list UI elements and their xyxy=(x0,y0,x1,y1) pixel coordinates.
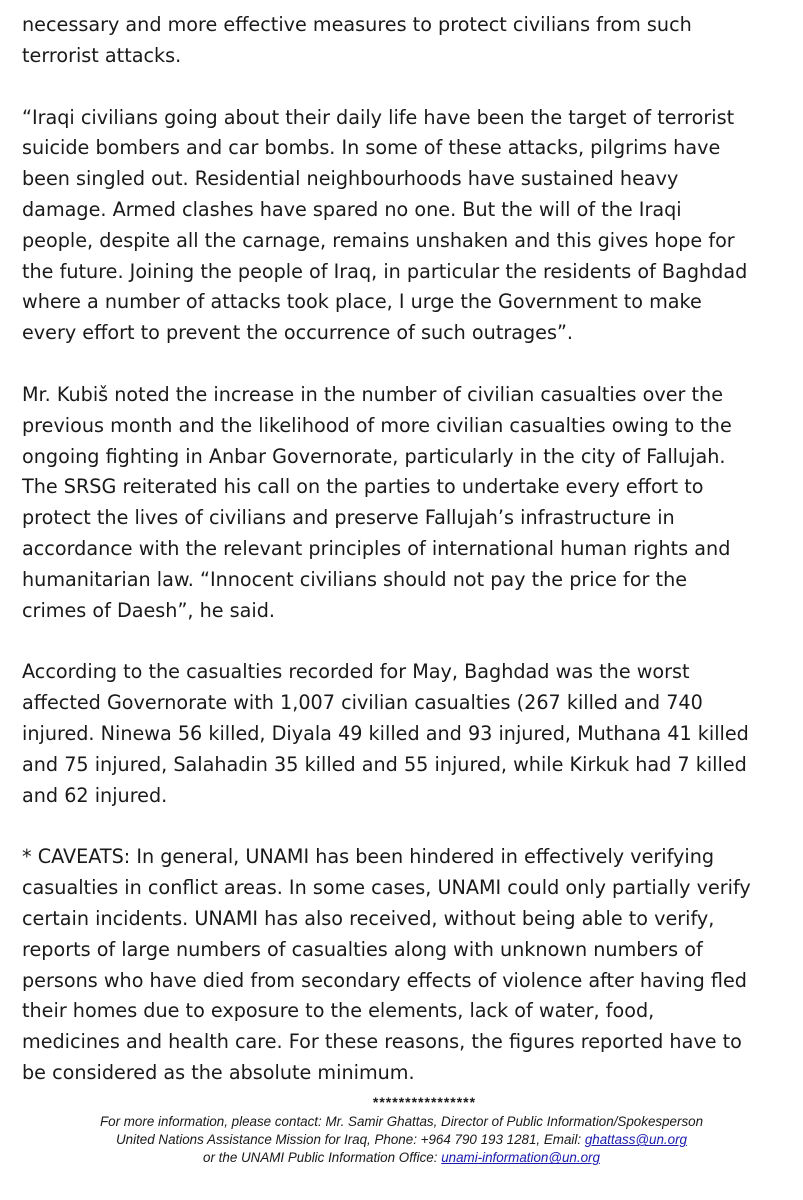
contact-footer xyxy=(0,1093,803,1168)
text-line: where a number of attacks took place, I urge the Government to make xyxy=(22,290,702,314)
text-line: The SRSG reiterated his call on the parties to undertake every effort to xyxy=(22,475,704,499)
text-line: Mr. Kubiš noted the increase in the number of civilian casualties over the xyxy=(22,382,724,406)
paragraph-kubis xyxy=(22,380,792,626)
text-line: crimes of Daesh”, he said. xyxy=(22,598,276,622)
text-line: and 75 injured, Salahadin 35 killed and 55 injured, while Kirkuk had 7 killed xyxy=(22,752,747,776)
text-line: and 62 injured. xyxy=(22,783,168,807)
paragraph-casualty-figures xyxy=(22,657,792,811)
document-body xyxy=(22,10,792,1120)
paragraph-intro-continuation xyxy=(22,10,792,72)
footer-office-text: or the UNAMI Public Information Office: xyxy=(203,1150,442,1166)
footer-separator: **************** xyxy=(372,1094,477,1110)
text-line: humanitarian law. “Innocent civilians should not pay the price for the xyxy=(22,567,688,591)
text-line: “Iraqi civilians going about their daily life have been the target of terrorist xyxy=(22,105,735,129)
footer-contact-line: For more information, please contact: Mr. Samir Ghattas, Director of Public Information/Spokesperson xyxy=(99,1114,704,1129)
footer-phone-text: United Nations Assistance Mission for Iraq, Phone: +964 790 193 1281, Email: xyxy=(115,1132,585,1148)
footer-phone-email-line xyxy=(0,1131,803,1149)
text-line: affected Governorate with 1,007 civilian casualties (267 killed and 740 xyxy=(22,691,703,715)
text-line: certain incidents. UNAMI has also received, without being able to verify, xyxy=(22,906,715,930)
text-line: According to the casualties recorded for May, Baghdad was the worst xyxy=(22,660,690,684)
footer-office-line xyxy=(0,1149,803,1167)
text-line: casualties in conflict areas. In some cases, UNAMI could only partially verify xyxy=(22,876,751,900)
spokesperson-email-link[interactable]: ghattass@un.org xyxy=(584,1132,687,1148)
text-line: protect the lives of civilians and preserve Fallujah’s infrastructure in xyxy=(22,506,675,530)
text-line: medicines and health care. For these reasons, the figures reported have to xyxy=(22,1030,742,1054)
text-line: every effort to prevent the occurrence of such outrages”. xyxy=(22,321,574,345)
text-line: previous month and the likelihood of more civilian casualties owing to the xyxy=(22,413,732,437)
text-line: been singled out. Residential neighbourhoods have sustained heavy xyxy=(22,167,679,191)
text-line: necessary and more effective measures to protect civilians from such xyxy=(22,13,692,36)
text-line: the future. Joining the people of Iraq, in particular the residents of Baghdad xyxy=(22,259,748,283)
text-line: accordance with the relevant principles of international human rights and xyxy=(22,536,731,560)
text-line: ongoing fighting in Anbar Governorate, particularly in the city of Fallujah. xyxy=(22,444,726,468)
paragraph-quote xyxy=(22,103,792,349)
text-line: be considered as the absolute minimum. xyxy=(22,1060,415,1084)
text-line: persons who have died from secondary effects of violence after having fled xyxy=(22,968,747,992)
text-line: their homes due to exposure to the elements, lack of water, food, xyxy=(22,999,655,1023)
text-line: damage. Armed clashes have spared no one. But the will of the Iraqi xyxy=(22,197,682,221)
text-line: reports of large numbers of casualties along with unknown numbers of xyxy=(22,937,703,961)
text-line: suicide bombers and car bombs. In some of these attacks, pilgrims have xyxy=(22,136,721,160)
text-line: * CAVEATS: In general, UNAMI has been hindered in effectively verifying xyxy=(22,845,715,869)
text-line: terrorist attacks. xyxy=(22,43,182,67)
text-line: injured. Ninewa 56 killed, Diyala 49 killed and 93 injured, Muthana 41 killed xyxy=(22,721,749,745)
paragraph-caveats xyxy=(22,842,792,1088)
office-email-link[interactable]: unami-information@un.org xyxy=(441,1150,600,1166)
text-line: people, despite all the carnage, remains unshaken and this gives hope for xyxy=(22,228,735,252)
